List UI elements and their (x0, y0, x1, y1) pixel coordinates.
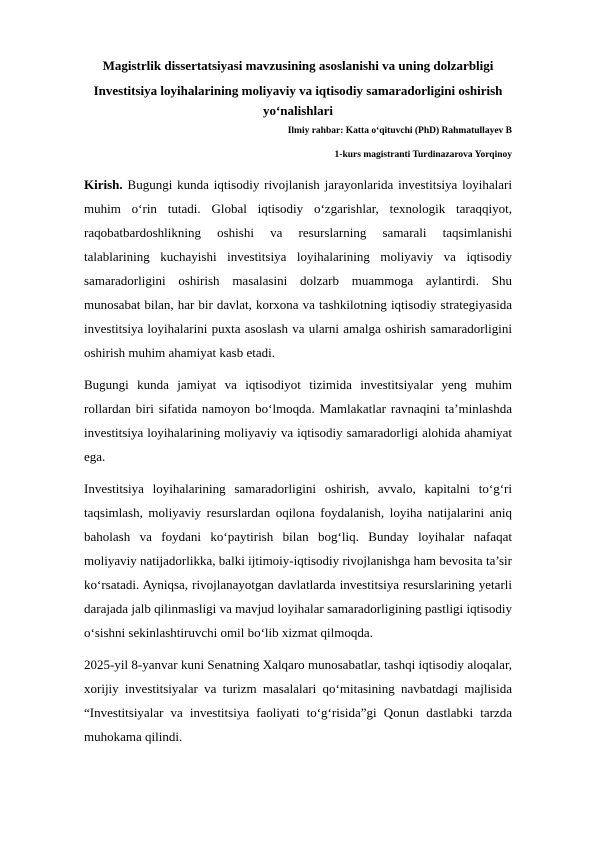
paragraph (84, 373, 512, 469)
paragraph-lead: Kirish. (84, 177, 123, 192)
paragraph-text: Bugungi kunda jamiyat va iqtisodiyot tizimida investitsiyalar yeng muhim rollardan biri sifatida namoyon bo‘lmoqda. Mamlakatlar ravnaqini ta’minlashda investitsiya loyihalarining moliyaviy va iqtisodiy samaradorligi alohida ahamiyat ega. (84, 377, 512, 464)
document-page (84, 56, 512, 757)
paragraph-text: 2025-yil 8-yanvar kuni Senatning Xalqaro munosabatlar, tashqi iqtisodiy aloqalar, xorijiy investitsiyalar va turizm masalalari qo‘mitasining navbatdagi majlisida “Investitsiyalar va investitsiya faoliyati to‘g‘risida”gi Qonun dastlabki tarzda muhokama qilindi. (84, 657, 512, 744)
paragraph-introduction (84, 173, 512, 365)
paragraph-text: Bugungi kunda iqtisodiy rivojlanish jarayonlarida investitsiya loyihalari muhim o‘rin tutadi. Global iqtisodiy o‘zgarishlar, texnologik taraqqiyot, raqobatbardoshlikning oshishi va resurslarning samarali taqsimlanishi talablarining kuchayishi investitsiya loyihalarining moliyaviy va iqtisodiy samaradorligini oshirish masalasini dolzarb muammoga aylantirdi. Shu munosabat bilan, har bir davlat, korxona va tashkilotning iqtisodiy strategiyasida investitsiya loyihalarini puxta asoslash va ularni amalga oshirish samaradorligini oshirish muhim ahamiyat kasb etadi. (84, 177, 512, 360)
document-title: Magistrlik dissertatsiyasi mavzusining asoslanishi va uning dolzarbligi (102, 58, 494, 73)
author-line: 1-kurs magistranti Turdinazarova Yorqinoy (334, 150, 512, 160)
paragraph (84, 477, 512, 645)
document-subtitle: Investitsiya loyihalarining moliyaviy va iqtisodiy samaradorligini oshirish yo‘nalishlari (93, 83, 503, 118)
paragraph (84, 653, 512, 749)
paragraph-text: Investitsiya loyihalarining samaradorligini oshirish, avvalo, kapitalni to‘g‘ri taqsimlash, moliyaviy resurslardan oqilona foydalanish, loyiha natijalarini aniq baholash va foydani ko‘paytirish bilan bog‘liq. Bunday loyihalar nafaqat moliyaviy natijadorlikka, balki ijtimoiy-iqtisodiy rivojlanishga ham bevosita ta’sir ko‘rsatadi. Ayniqsa, rivojlanayotgan davlatlarda investitsiya resurslarining yetarli darajada jalb qilinmasligi va mavjud loyihalar samaradorligining pastligi iqtisodiy o‘sishni sekinlashtiruvchi omil bo‘lib xizmat qilmoqda. (84, 481, 512, 640)
supervisor-line: Ilmiy rahbar: Katta o‘qituvchi (PhD) Rahmatullayev B (287, 126, 512, 136)
